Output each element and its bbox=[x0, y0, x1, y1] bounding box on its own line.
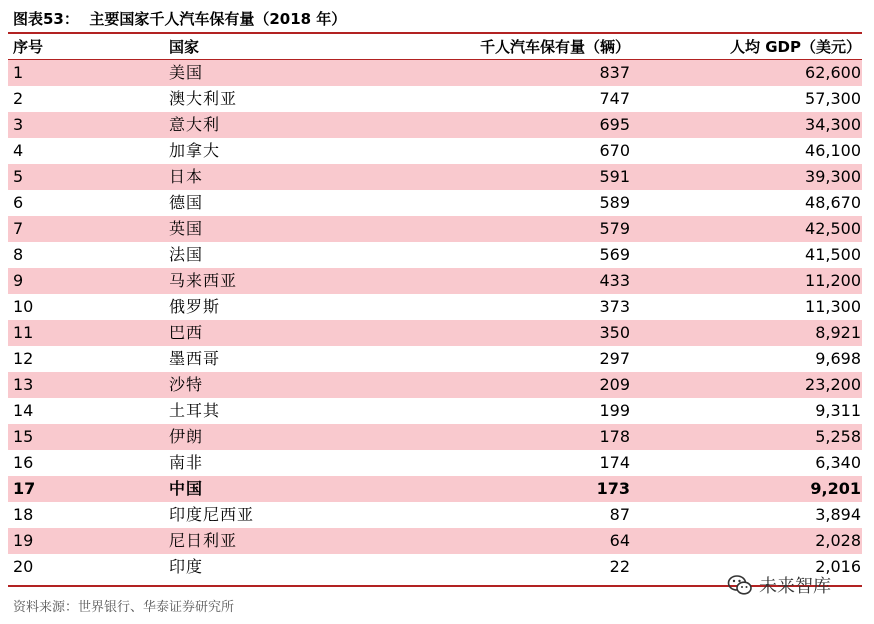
row-gdp: 62,600 bbox=[805, 63, 861, 82]
row-index: 20 bbox=[13, 557, 34, 576]
row-cars: 747 bbox=[599, 89, 630, 108]
row-cars: 837 bbox=[599, 63, 630, 82]
row-country: 德国 bbox=[169, 193, 204, 212]
table-row bbox=[8, 112, 862, 138]
row-cars: 22 bbox=[609, 557, 630, 576]
row-cars: 174 bbox=[599, 453, 630, 472]
row-gdp: 9,311 bbox=[815, 401, 861, 420]
row-gdp: 57,300 bbox=[805, 89, 861, 108]
table-row bbox=[8, 528, 862, 554]
row-cars: 87 bbox=[609, 505, 630, 524]
row-index: 4 bbox=[13, 141, 24, 160]
header-cars: 千人汽车保有量（辆） bbox=[479, 38, 630, 56]
row-country: 加拿大 bbox=[169, 141, 221, 160]
source-note: 资料来源：世界银行、华泰证券研究所 bbox=[13, 600, 235, 615]
row-cars: 579 bbox=[599, 219, 630, 238]
row-cars: 433 bbox=[599, 271, 630, 290]
row-cars: 695 bbox=[599, 115, 630, 134]
table-row bbox=[8, 346, 862, 372]
table-row bbox=[8, 138, 862, 164]
row-gdp: 39,300 bbox=[805, 167, 861, 186]
table-title: 图表53： 主要国家千人汽车保有量（2018 年） bbox=[13, 10, 347, 28]
row-index: 7 bbox=[13, 219, 24, 238]
row-cars: 373 bbox=[599, 297, 630, 316]
row-gdp: 46,100 bbox=[805, 141, 861, 160]
row-country: 英国 bbox=[169, 219, 204, 238]
row-country: 意大利 bbox=[169, 115, 221, 134]
table-row bbox=[8, 502, 862, 528]
row-country: 伊朗 bbox=[169, 427, 204, 446]
table-row bbox=[8, 450, 862, 476]
row-gdp: 9,201 bbox=[810, 479, 861, 498]
row-gdp: 6,340 bbox=[815, 453, 861, 472]
table-row bbox=[8, 320, 862, 346]
row-country: 美国 bbox=[169, 63, 204, 82]
row-index: 10 bbox=[13, 297, 34, 316]
row-country: 印度尼西亚 bbox=[169, 505, 255, 524]
row-cars: 209 bbox=[599, 375, 630, 394]
row-cars: 591 bbox=[599, 167, 630, 186]
row-gdp: 11,200 bbox=[805, 271, 861, 290]
header-gdp: 人均 GDP（美元） bbox=[730, 38, 861, 56]
row-gdp: 5,258 bbox=[815, 427, 861, 446]
row-cars: 297 bbox=[599, 349, 630, 368]
row-gdp: 2,016 bbox=[815, 557, 861, 576]
table-row bbox=[8, 398, 862, 424]
row-country: 澳大利亚 bbox=[169, 89, 238, 108]
row-gdp: 42,500 bbox=[805, 219, 861, 238]
row-index: 6 bbox=[13, 193, 24, 212]
row-index: 18 bbox=[13, 505, 34, 524]
table-row bbox=[8, 242, 862, 268]
row-country: 土耳其 bbox=[169, 401, 221, 420]
row-index: 14 bbox=[13, 401, 34, 420]
header-country: 国家 bbox=[169, 38, 200, 56]
row-index: 8 bbox=[13, 245, 24, 264]
row-country: 法国 bbox=[169, 245, 204, 264]
row-country: 日本 bbox=[169, 167, 204, 186]
header-index: 序号 bbox=[13, 38, 44, 56]
row-index: 19 bbox=[13, 531, 34, 550]
row-index: 5 bbox=[13, 167, 24, 186]
row-gdp: 3,894 bbox=[815, 505, 861, 524]
table-row bbox=[8, 216, 862, 242]
row-gdp: 11,300 bbox=[805, 297, 861, 316]
row-cars: 569 bbox=[599, 245, 630, 264]
row-index: 15 bbox=[13, 427, 34, 446]
row-index: 17 bbox=[13, 479, 36, 498]
row-gdp: 8,921 bbox=[815, 323, 861, 342]
row-cars: 350 bbox=[599, 323, 630, 342]
table-body bbox=[8, 60, 862, 580]
row-index: 2 bbox=[13, 89, 24, 108]
row-cars: 64 bbox=[609, 531, 630, 550]
row-gdp: 23,200 bbox=[805, 375, 861, 394]
row-index: 11 bbox=[13, 323, 34, 342]
row-index: 12 bbox=[13, 349, 34, 368]
row-country: 俄罗斯 bbox=[169, 297, 221, 316]
table-row bbox=[8, 424, 862, 450]
table-row bbox=[8, 268, 862, 294]
row-country: 尼日利亚 bbox=[169, 531, 238, 550]
row-gdp: 2,028 bbox=[815, 531, 861, 550]
row-index: 9 bbox=[13, 271, 24, 290]
table-row bbox=[8, 476, 862, 502]
table-row bbox=[8, 60, 862, 86]
table-row bbox=[8, 86, 862, 112]
row-country: 中国 bbox=[169, 479, 204, 498]
row-index: 3 bbox=[13, 115, 24, 134]
row-gdp: 41,500 bbox=[805, 245, 861, 264]
row-cars: 670 bbox=[599, 141, 630, 160]
watermark bbox=[727, 572, 831, 598]
row-cars: 173 bbox=[596, 479, 630, 498]
row-index: 13 bbox=[13, 375, 34, 394]
wechat-icon bbox=[727, 572, 753, 598]
row-country: 沙特 bbox=[169, 375, 204, 394]
table-row bbox=[8, 372, 862, 398]
row-cars: 199 bbox=[599, 401, 630, 420]
row-gdp: 34,300 bbox=[805, 115, 861, 134]
table-row bbox=[8, 294, 862, 320]
row-country: 巴西 bbox=[169, 323, 204, 342]
row-country: 马来西亚 bbox=[169, 271, 238, 290]
row-index: 16 bbox=[13, 453, 34, 472]
row-cars: 178 bbox=[599, 427, 630, 446]
watermark-text: 未来智库 bbox=[759, 576, 831, 597]
row-country: 印度 bbox=[169, 557, 204, 576]
row-index: 1 bbox=[13, 63, 24, 82]
row-country: 南非 bbox=[169, 453, 204, 472]
table-row bbox=[8, 190, 862, 216]
row-cars: 589 bbox=[599, 193, 630, 212]
row-gdp: 48,670 bbox=[805, 193, 861, 212]
table-row bbox=[8, 164, 862, 190]
table-header bbox=[8, 34, 862, 60]
row-gdp: 9,698 bbox=[815, 349, 861, 368]
row-country: 墨西哥 bbox=[169, 349, 221, 368]
